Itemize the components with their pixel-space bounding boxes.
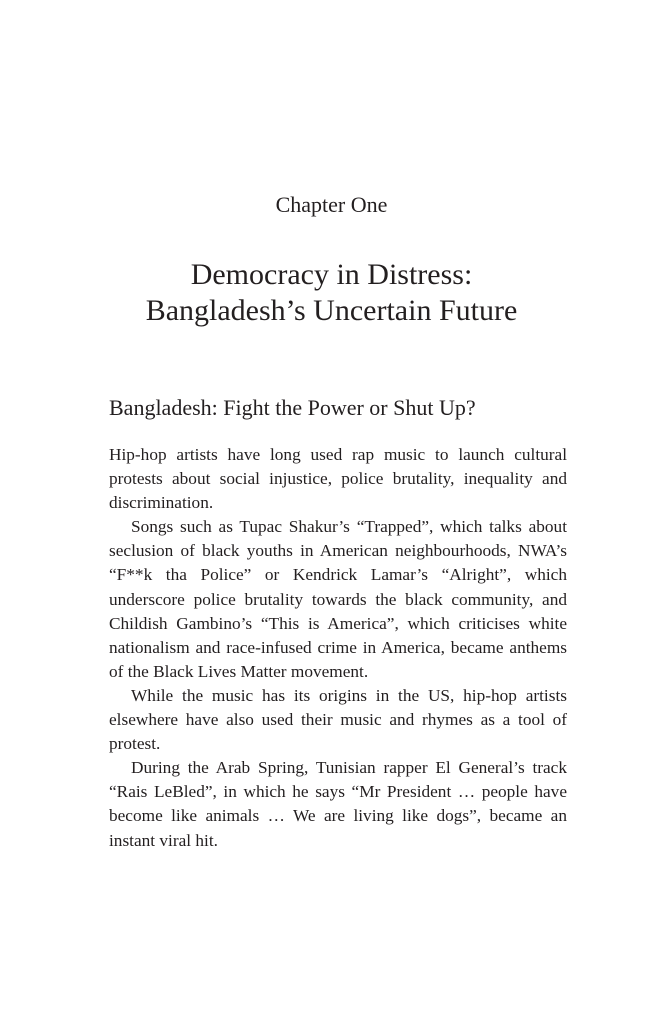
chapter-title-line-2: Bangladesh’s Uncertain Future [145, 294, 518, 327]
chapter-label: Chapter One [275, 192, 388, 217]
paragraph-2: Songs such as Tupac Shakur’s “Trapped”, which talks about seclusion of black youths in American neighbourhoods, NWA’s “F**k tha Police” or Kendrick Lamar’s “Alright”, which underscore police brutality towards the black community, and Childish Gambino’s “This is America”, which criticises white nationalism and race-infused crime in America, became anthems of the Black Lives Matter movement. [109, 517, 567, 681]
paragraph-1: Hip-hop artists have long used rap music to launch cultural protests about social injustice, police brutality, inequality and discrimination. [109, 445, 567, 513]
paragraph-4: During the Arab Spring, Tunisian rapper El General’s track “Rais LeBled”, in which he says “Mr President … people have become like animals … We are living like dogs”, became an instant viral hit. [109, 758, 567, 850]
chapter-title-line-1: Democracy in Distress: [190, 258, 473, 291]
paragraph-3: While the music has its origins in the US, hip-hop artists elsewhere have also used their music and rhymes as a tool of protest. [109, 685, 567, 754]
body-text [109, 443, 567, 853]
chapter-title [40, 257, 623, 329]
section-heading: Bangladesh: Fight the Power or Shut Up? [109, 395, 476, 420]
